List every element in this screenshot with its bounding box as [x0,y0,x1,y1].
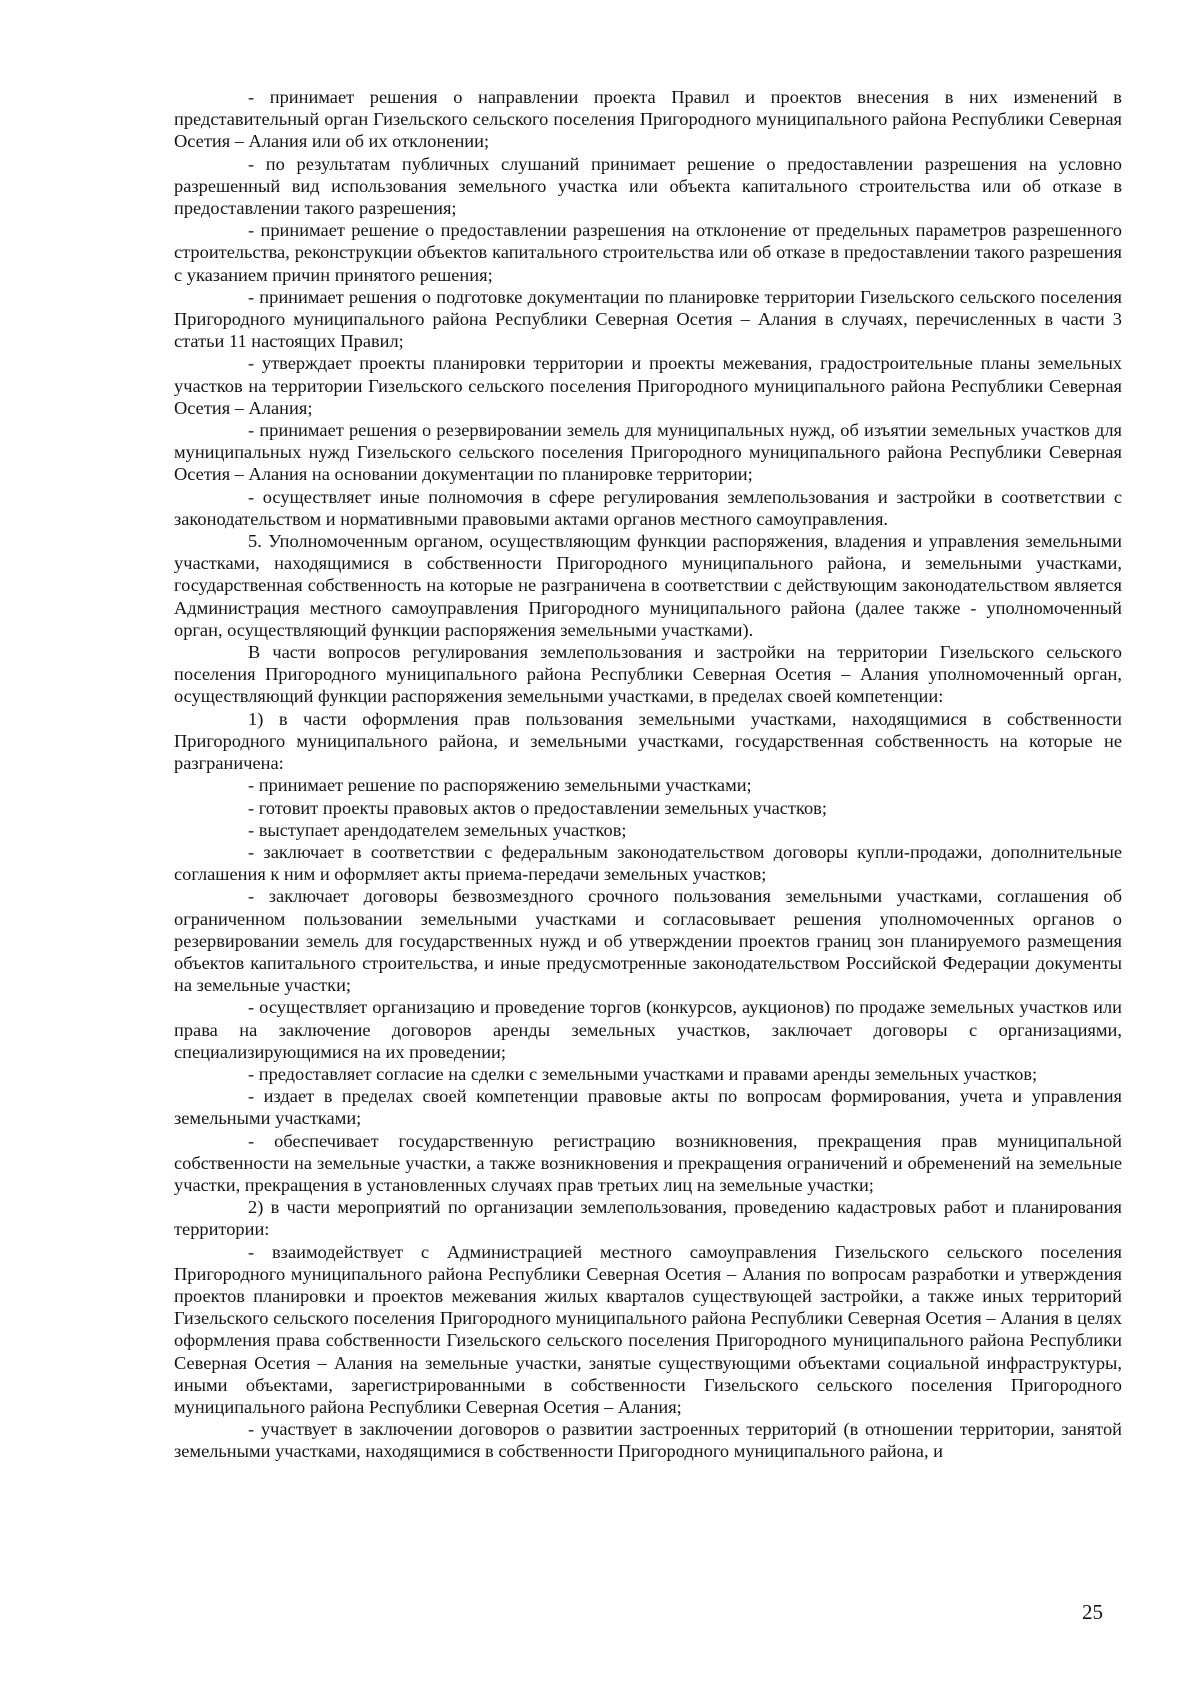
paragraph: - заключает в соответствии с федеральным законодательством договоры купли-продажи, дополнительные соглашения к ним и оформляет акты приема-передачи земельных участков; [174,841,1122,885]
paragraph: - взаимодействует с Администрацией местного самоуправления Гизельского сельского поселения Пригородного муниципального района Республики Северная Осетия – Алания по вопросам разработки и утверждения проектов планировки и проектов межевания жилых кварталов существующей застройки, а также иных территорий Гизельского сельского поселения Пригородного муниципального района Республики Северная Осетия – Алания в целях оформления права собственности Гизельского сельского поселения Пригородного муниципального района Республики Северная Осетия – Алания на земельные участки, занятые существующими объектами социальной инфраструктуры, иными объектами, зарегистрированными в собственности Гизельского сельского поселения Пригородного муниципального района Республики Северная Осетия – Алания; [174,1241,1122,1417]
paragraph: 5. Уполномоченным органом, осуществляющим функции распоряжения, владения и управления земельными участками, находящимися в собственности Пригородного муниципального района, и земельными участками, государственная собственность на которые не разграничена в соответствии с действующим законодательством является Администрация местного самоуправления Пригородного муниципального района (далее также - уполномоченный орган, осуществляющий функции распоряжения земельными участками). [174,531,1122,640]
paragraph: - заключает договоры безвозмездного срочного пользования земельными участками, соглашения об ограниченном пользовании земельными участками и согласовывает решения уполномоченных органов о резервировании земель для государственных нужд и об утверждении проектов границ зон планируемого размещения объектов капитального строительства, и иные предусмотренные законодательством Российской Федерации документы на земельные участки; [174,886,1122,996]
page-number: 25 [1082,1600,1103,1624]
paragraph: - принимает решение о предоставлении разрешения на отклонение от предельных параметров разрешенного строительства, реконструкции объектов капитального строительства или об отказе в предоставлении такого разрешения с указанием причин принятого решения; [174,220,1122,285]
paragraph: - принимает решение по распоряжению земельными участками; [248,775,752,796]
paragraph: - готовит проекты правовых актов о предоставлении земельных участков; [248,797,827,818]
paragraph: - принимает решения о подготовке документации по планировке территории Гизельского сельского поселения Пригородного муниципального района Республики Северная Осетия – Алания в случаях, перечисленных в части 3 статьи 11 настоящих Правил; [174,286,1122,352]
paragraph: - осуществляет организацию и проведение торгов (конкурсов, аукционов) по продаже земельных участков или права на заключение договоров аренды земельных участков, заключает договоры с организациями, специализирующимися на их проведении; [174,997,1122,1062]
paragraph: - осуществляет иные полномочия в сфере регулирования землепользования и застройки в соответствии с законодательством и нормативными правовыми актами органов местного самоуправления. [174,486,1122,529]
paragraph: - принимает решения о направлении проекта Правил и проектов внесения в них изменений в представительный орган Гизельского сельского поселения Пригородного муниципального района Республики Северная Осетия – Алания или об их отклонении; [174,87,1122,152]
paragraph: - по результатам публичных слушаний принимает решение о предоставлении разрешения на условно разрешенный вид использования земельного участка или объекта капитального строительства или об отказе в предоставлении такого разрешения; [174,153,1122,219]
paragraph: - участвует в заключении договоров о развитии застроенных территорий (в отношении территории, занятой земельными участками, находящимися в собственности Пригородного муниципального района, и [174,1419,1122,1462]
paragraph: - обеспечивает государственную регистрацию возникновения, прекращения прав муниципальной собственности на земельные участки, а также возникновения и прекращения ограничений и обременений на земельные участки, прекращения в установленных случаях прав третьих лиц на земельные участки; [174,1130,1122,1195]
paragraph: - издает в пределах своей компетенции правовые акты по вопросам формирования, учета и управления земельными участками; [174,1086,1122,1129]
paragraph: В части вопросов регулирования землепользования и застройки на территории Гизельского сельского поселения Пригородного муниципального района Республики Северная Осетия – Алания уполномоченный орган, осуществляющий функции распоряжения земельными участками, в пределах своей компетенции: [174,642,1122,707]
paragraph: - предоставляет согласие на сделки с земельными участками и правами аренды земельных участков; [248,1063,1038,1084]
paragraph: 1) в части оформления прав пользования земельными участками, находящимися в собственности Пригородного муниципального района, и земельными участками, государственная собственность на которые не разграничена: [174,708,1122,774]
paragraph: - утверждает проекты планировки территории и проекты межевания, градостроительные планы земельных участков на территории Гизельского сельского поселения Пригородного муниципального района Республики Северная Осетия – Алания; [174,353,1122,418]
paragraph: 2) в части мероприятий по организации землепользования, проведению кадастровых работ и планирования территории: [174,1197,1122,1240]
paragraph: - принимает решения о резервировании земель для муниципальных нужд, об изъятии земельных участков для муниципальных нужд Гизельского сельского поселения Пригородного муниципального района Республики Северная Осетия – Алания на основании документации по планировке территории; [174,420,1122,485]
paragraph: - выступает арендодателем земельных участков; [248,819,627,840]
document-body [174,86,1122,1463]
